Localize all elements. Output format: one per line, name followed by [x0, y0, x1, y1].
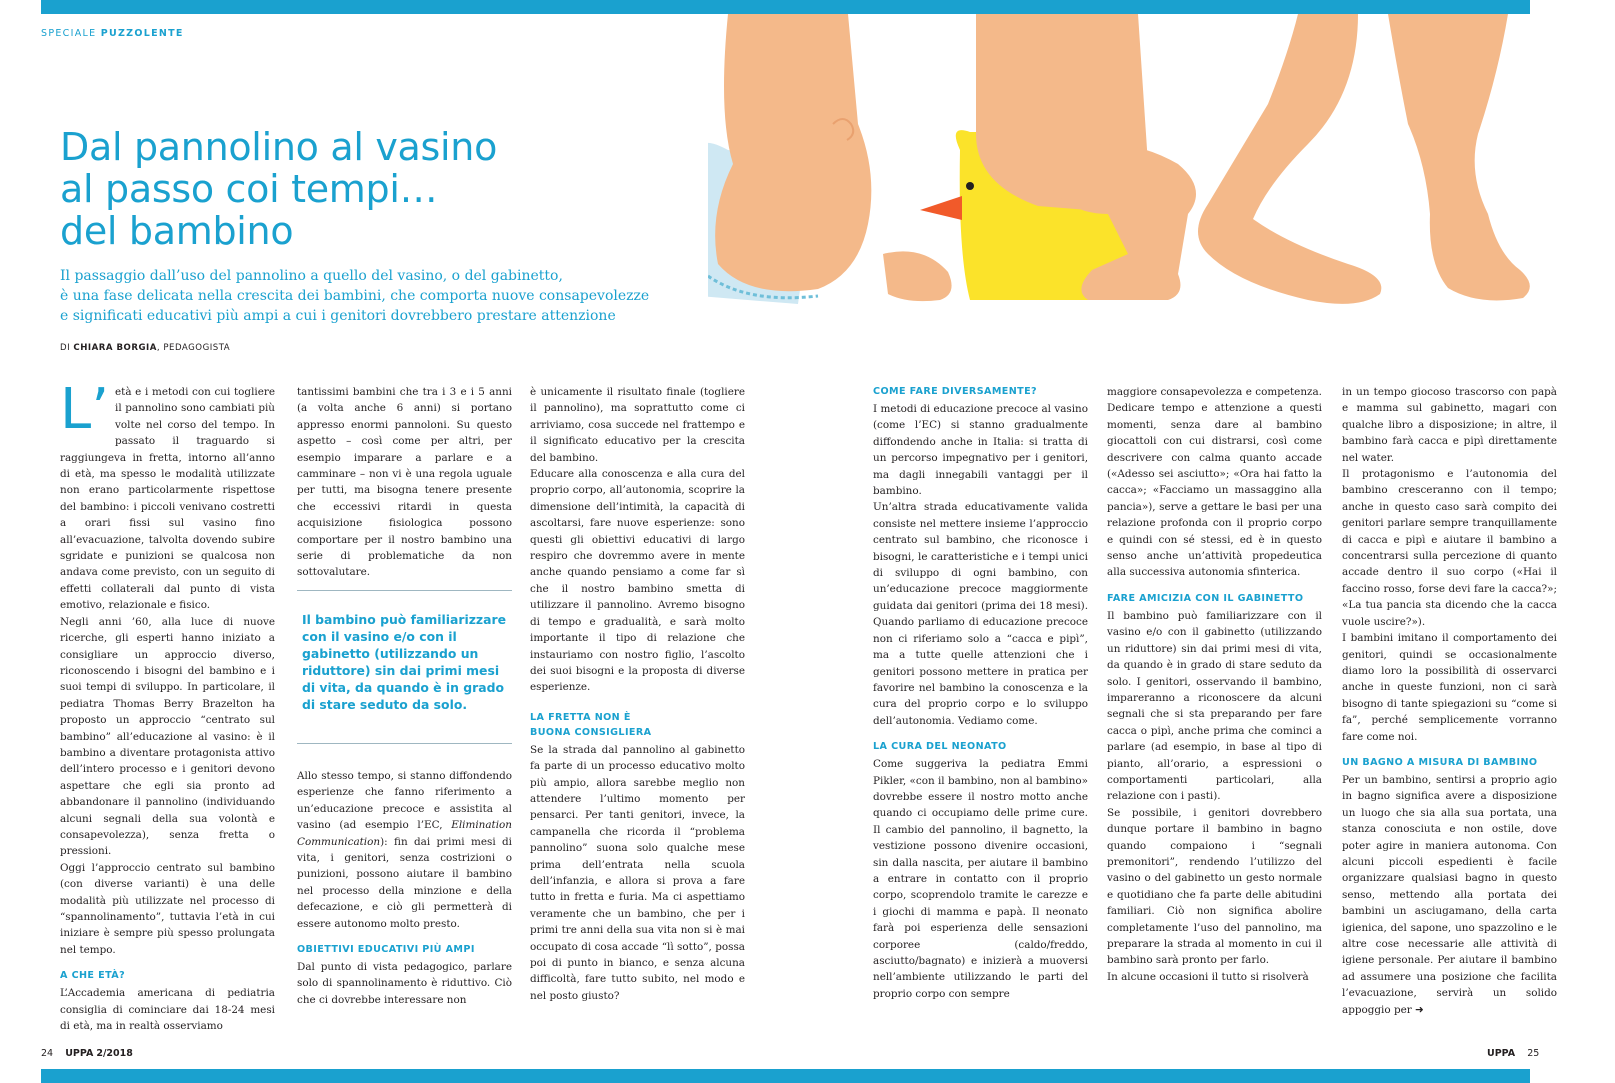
pull-quote-text: Il bambino può familiarizzare con il vasino e/o con il gabinetto (utilizzando un riduttore) sin dai primi mesi di vita, da quando è in grado di stare seduto da solo.	[302, 612, 507, 712]
c2-text-a: Allo stesso tempo, si stanno diffondendo esperienze che fanno riferimento a un’educazione precoce e assistita al vasino (ad esempio l’EC,	[297, 770, 512, 832]
c4-paragraph-2: Un’altra strada educativamente valida consiste nel mettere insieme l’approccio centrato sul bambino, che riconosce i bisogni, le caratteristiche e i tempi unici di sviluppo di ogni bambino, con un’educazione precoce maggiormente guidata dai genitori (prima dei 18 mesi). Quando parliamo di educazione precoce non ci riferiamo solo a “cacca e pipì”, ma a tutte quelle attenzioni che i genitori possono mettere in pratica per favorire nel bambino la conoscenza e la cura del proprio corpo e lo sviluppo dell’autonomia. Vediamo come.	[873, 501, 1088, 727]
c5-paragraph-2: Il bambino può familiarizzare con il vasino e/o con il gabinetto (utilizzando un riduttore) sin dai primi mesi di vita, da quando è in grado di stare seduto da solo. I genitori, osservando il bambino, impareranno a riconoscere da alcuni segnali che si sta preparando per fare cacca o pipì, anche prima che cominci a parlare (ad esempio, in base al tipo di pianto, all’orario, a espressioni o comportamenti particolari, alla relazione con i pasti).	[1107, 609, 1322, 803]
column-2-lower	[297, 768, 512, 1008]
c3-paragraph-2: Educare alla conoscenza e alla cura del proprio corpo, all’autonomia, scoprire la dimensione dell’intimità, la capacità di ascoltarsi, fare nuove esperienze: sono questi gli obiettivi educativi di largo respiro che dovremmo avere in mente anche quando pensiamo a come far sì che il nostro bambino smetta di utilizzare il pannolino. Avremo bisogno di tempo e gradualità, e sarà molto importante il tipo di relazione che instauriamo con nostro figlio, l’ascolto dei suoi bisogni e la proposta di diverse esperienze.	[530, 468, 745, 694]
kicker-prefix: SPECIALE	[41, 28, 97, 39]
article-title	[60, 126, 700, 252]
duck-beak	[920, 196, 962, 220]
standfirst-line-1: Il passaggio dall’uso del pannolino a quello del vasino, o del gabinetto,	[60, 268, 563, 284]
column-2	[297, 384, 512, 581]
issue-number: 2/2018	[96, 1048, 133, 1059]
c6-paragraph-2: Il protagonismo e l’autonomia del bambino cresceranno con il tempo; anche in questo caso sarà compito dei genitori parlare sempre tranquillamente di cacca e pipì e aiutare il bambino a concentrarsi sulla percezione di quanto accade dentro il suo corpo («Hai il faccino rosso, forse devi fare la cacca?»; «La tua pancia sta dicendo che la cacca vuole uscire?»).	[1342, 468, 1557, 628]
c1-paragraph-3: Oggi l’approccio centrato sul bambino (con diverse varianti) è una delle modalità più utilizzate nel processo di “spannolinamento”, tuttavia l’età in cui iniziare è sempre più spesso prolungata nel tempo.	[60, 861, 275, 956]
c4-heading-1: COME FARE DIVERSAMENTE?	[873, 386, 1038, 397]
c1-paragraph-4: L’Accademia americana di pediatria consiglia di cominciare dai 18-24 mesi di età, ma in realtà osserviamo	[60, 987, 275, 1033]
column-5	[1107, 384, 1322, 985]
column-6	[1342, 384, 1557, 1018]
c6-paragraph-4	[1342, 772, 1557, 1018]
c2-heading: OBIETTIVI EDUCATIVI PIÙ AMPI	[297, 944, 475, 956]
c6-paragraph-3: I bambini imitano il comportamento dei genitori, quindi se occasionalmente diamo loro la possibilità di osservarci anche in queste funzioni, non ci sarà bisogno di tante spiegazioni su “come si fa”, perché semplicemente vorranno fare come noi.	[1342, 632, 1557, 743]
c3-heading	[530, 710, 745, 740]
magazine-name-left: UPPA	[65, 1048, 94, 1059]
magazine-name-right: UPPA	[1487, 1048, 1516, 1059]
author-name: CHIARA BORGIA	[73, 343, 157, 353]
author-role: , PEDAGOGISTA	[156, 343, 231, 353]
c2-paragraph-2	[297, 768, 512, 932]
baby-foot-left	[883, 251, 952, 301]
c5-paragraph-4: In alcune occasioni il tutto si risolverà	[1107, 970, 1309, 983]
title-line-1: Dal pannolino al vasino	[60, 125, 498, 169]
c4-paragraph-3: Come suggeriva la pediatra Emmi Pikler, «con il bambino, non al bambino» dovrebbe essere il nostro motto anche quando ci occupiamo delle prime cure. Il cambio del pannolino, il bagnetto, la vestizione possono divenire occasioni, sin dalla nascita, per aiutare il bambino a entrare in contatto con il proprio corpo, scoprendolo tramite le carezze e i giochi di mamma e papà. Il neonato farà poi esperienza delle sensazioni corporee (caldo/freddo, asciutto/bagnato) e inizierà a muoversi nell’ambiente utilizzando le parti del proprio corpo con sempre	[873, 758, 1088, 1000]
baby-leg-left	[715, 14, 871, 291]
kicker-bold: PUZZOLENTE	[100, 28, 184, 39]
bottom-accent-bar	[41, 1069, 1530, 1083]
baby-leg-far-right	[1388, 14, 1530, 300]
title-line-3: del bambino	[60, 209, 294, 253]
c1-paragraph-1: età e i metodi con cui togliere il pannolino sono cambiati più volte nel corso del tempo. In passato il traguardo si raggiungeva in fretta, intorno all’anno di età, ma spesso le modalità utilizzate non erano particolarmente rispettose del bambino: i piccoli venivano costretti a orari fissi sul vasino fino all’evacuazione, talvolta dovendo subire sgridate e punizioni se qualcosa non andava come previsto, con un seguito di effetti collaterali dal punto di vista emotivo, relazionale e fisico.	[60, 386, 275, 612]
footer-right	[1487, 1048, 1539, 1059]
continue-arrow-icon: ➜	[1415, 1003, 1424, 1016]
drop-cap: L’	[60, 377, 109, 442]
c6-heading: UN BAGNO A MISURA DI BAMBINO	[1342, 756, 1538, 768]
c1-heading: A CHE ETÀ?	[60, 970, 126, 982]
pull-quote	[297, 590, 512, 744]
standfirst-line-3: e significati educativi più ampi a cui i genitori dovrebbero prestare attenzione	[60, 308, 616, 324]
babies-potty-illustration	[708, 14, 1588, 314]
c2-text-b: ): fin dai primi mesi di vita, i genitori, senza costrizioni o punizioni, possono aiutare il bambino nel processo della minzione e della defecazione, e ciò gli permetterà di essere autonomo molto presto.	[297, 835, 512, 930]
c1-paragraph-2: Negli anni ’60, alla luce di nuove ricerche, gli esperti hanno iniziato a consigliare un approccio diverso, riconoscendo i bisogni del bambino e i suoi tempi di sviluppo. In particolare, il pediatra Thomas Berry Brazelton ha proposto un approccio “centrato sul bambino” all’educazione al vasino: è il bambino a diventare protagonista attivo dell’intero processo e i genitori devono aspettare che egli sia pronto ad abbandonare il pannolino (individuando alcuni segnali della sua volontà e consapevolezza), senza fretta o pressioni.	[60, 615, 275, 858]
standfirst-line-2: è una fase delicata nella crescita dei bambini, che comporta nuove consapevolezze	[60, 288, 650, 304]
title-line-2: al passo coi tempi…	[60, 167, 438, 211]
byline	[60, 343, 230, 353]
c2-paragraph-1: tantissimi bambini che tra i 3 e i 5 anni (a volta anche 6 anni) si portano appresso enormi pannoloni. Su questo aspetto – così come per altri, per esempio imparare a parlare e a camminare – non vi è una regola uguale per tutti, ma bisogna tenere presente che eccessivi ritardi in questa acquisizione fisiologica possono comportare per il nostro bambino una serie di problematiche da non sottovalutare.	[297, 386, 512, 579]
c6-paragraph-1: in un tempo giocoso trascorso con papà e mamma sul gabinetto, magari con qualche libro a disposizione; in altre, il bambino farà cacca e pipì direttamente nel water.	[1342, 386, 1557, 464]
column-3	[530, 384, 745, 1004]
c4-paragraph-1: I metodi di educazione precoce al vasino (come l’EC) si stanno gradualmente diffondendo anche in Italia: si tratta di un percorso impegnativo per i genitori, ma dagli innegabili vantaggi per il bambino.	[873, 403, 1088, 498]
c3-paragraph-1: è unicamente il risultato finale (togliere il pannolino), ma soprattutto come ci arriviamo, cosa succede nel frattempo e il significato educativo per la crescita del bambino.	[530, 386, 745, 464]
article-standfirst	[60, 266, 700, 326]
top-accent-bar	[41, 0, 1530, 14]
c5-paragraph-3: Se possibile, i genitori dovrebbero dunque portare il bambino in bagno quando compaiono i “segnali premonitori”, rendendo l’utilizzo del vasino o del gabinetto un gesto normale e quotidiano che fa parte delle abitudini familiari. Ciò non significa abolire completamente l’uso del pannolino, ma preparare la strada al momento in cui il bambino sarà pronto per farlo.	[1107, 806, 1322, 967]
section-kicker	[41, 28, 184, 39]
column-1	[60, 377, 275, 1034]
c3-heading-line-2: BUONA CONSIGLIERA	[530, 726, 652, 738]
page-number-right: 25	[1527, 1048, 1540, 1059]
c5-heading: FARE AMICIZIA CON IL GABINETTO	[1107, 592, 1304, 604]
c5-paragraph-1: maggiore consapevolezza e competenza. Dedicare tempo e attenzione a questi momenti, senza dare al bambino giocattoli con cui distrarsi, così come descrivere con calma quanto accade («Adesso sei asciutto»; «Ora hai fatto la cacca»; «Facciamo un massaggino alla pancia»), serve a gettare le basi per una relazione profonda con il proprio corpo e quindi con sé stessi, ed è in questo senso anche un’attività propedeutica alla successiva autonomia sfinterica.	[1107, 386, 1322, 579]
footer-left	[41, 1048, 133, 1059]
c6-text: Per un bambino, sentirsi a proprio agio in bagno significa avere a disposizione un luogo che sia alla sua portata, una stanza conosciuta e non ostile, dove poter agire in maniera autonoma. Con alcuni piccoli espedienti è facile organizzare qualsiasi bagno in questo senso, mettendo alla portata dei bambini un asciugamano, della carta igienica, del sapone, uno spazzolino e le altre cose necessarie alle attività di igiene personale. Per aiutare il bambino ad assumere una posizione che facilita l’evacuazione, servirà un solido appoggio per	[1342, 773, 1557, 1016]
duck-eye	[966, 182, 974, 190]
hero-illustration	[708, 14, 1588, 314]
baby-leg-right	[1198, 14, 1381, 304]
c4-heading-2: LA CURA DEL NEONATO	[873, 741, 1007, 753]
c3-paragraph-3: Se la strada dal pannolino al gabinetto fa parte di un processo educativo molto più ampio, allora sarebbe meglio non attendere l’ultimo momento per pensarci. Per tanti genitori, invece, la campanella che ricorda il “problema pannolino” suona solo qualche mese prima dell’entrata nella scuola dell’infanzia, e allora si prova a fare tutto in fretta e furia. Ma ci aspettiamo veramente che un bambino, che per i primi tre anni della sua vita non si è mai occupato di cosa accade “lì sotto”, possa poi di punto in bianco, e senza alcuna difficoltà, fare tutto subito, nel modo e nel posto giusto?	[530, 743, 745, 1002]
c3-heading-line-1: LA FRETTA NON È	[530, 711, 631, 723]
page-number-left: 24	[41, 1048, 54, 1059]
byline-prefix: DI	[60, 343, 71, 353]
c2-emphasis: Elimination Communication	[297, 819, 512, 848]
column-4	[873, 384, 1088, 1002]
c2-paragraph-3: Dal punto di vista pedagogico, parlare solo di spannolinamento è riduttivo. Ciò che ci dovrebbe interessare non	[297, 961, 512, 1006]
